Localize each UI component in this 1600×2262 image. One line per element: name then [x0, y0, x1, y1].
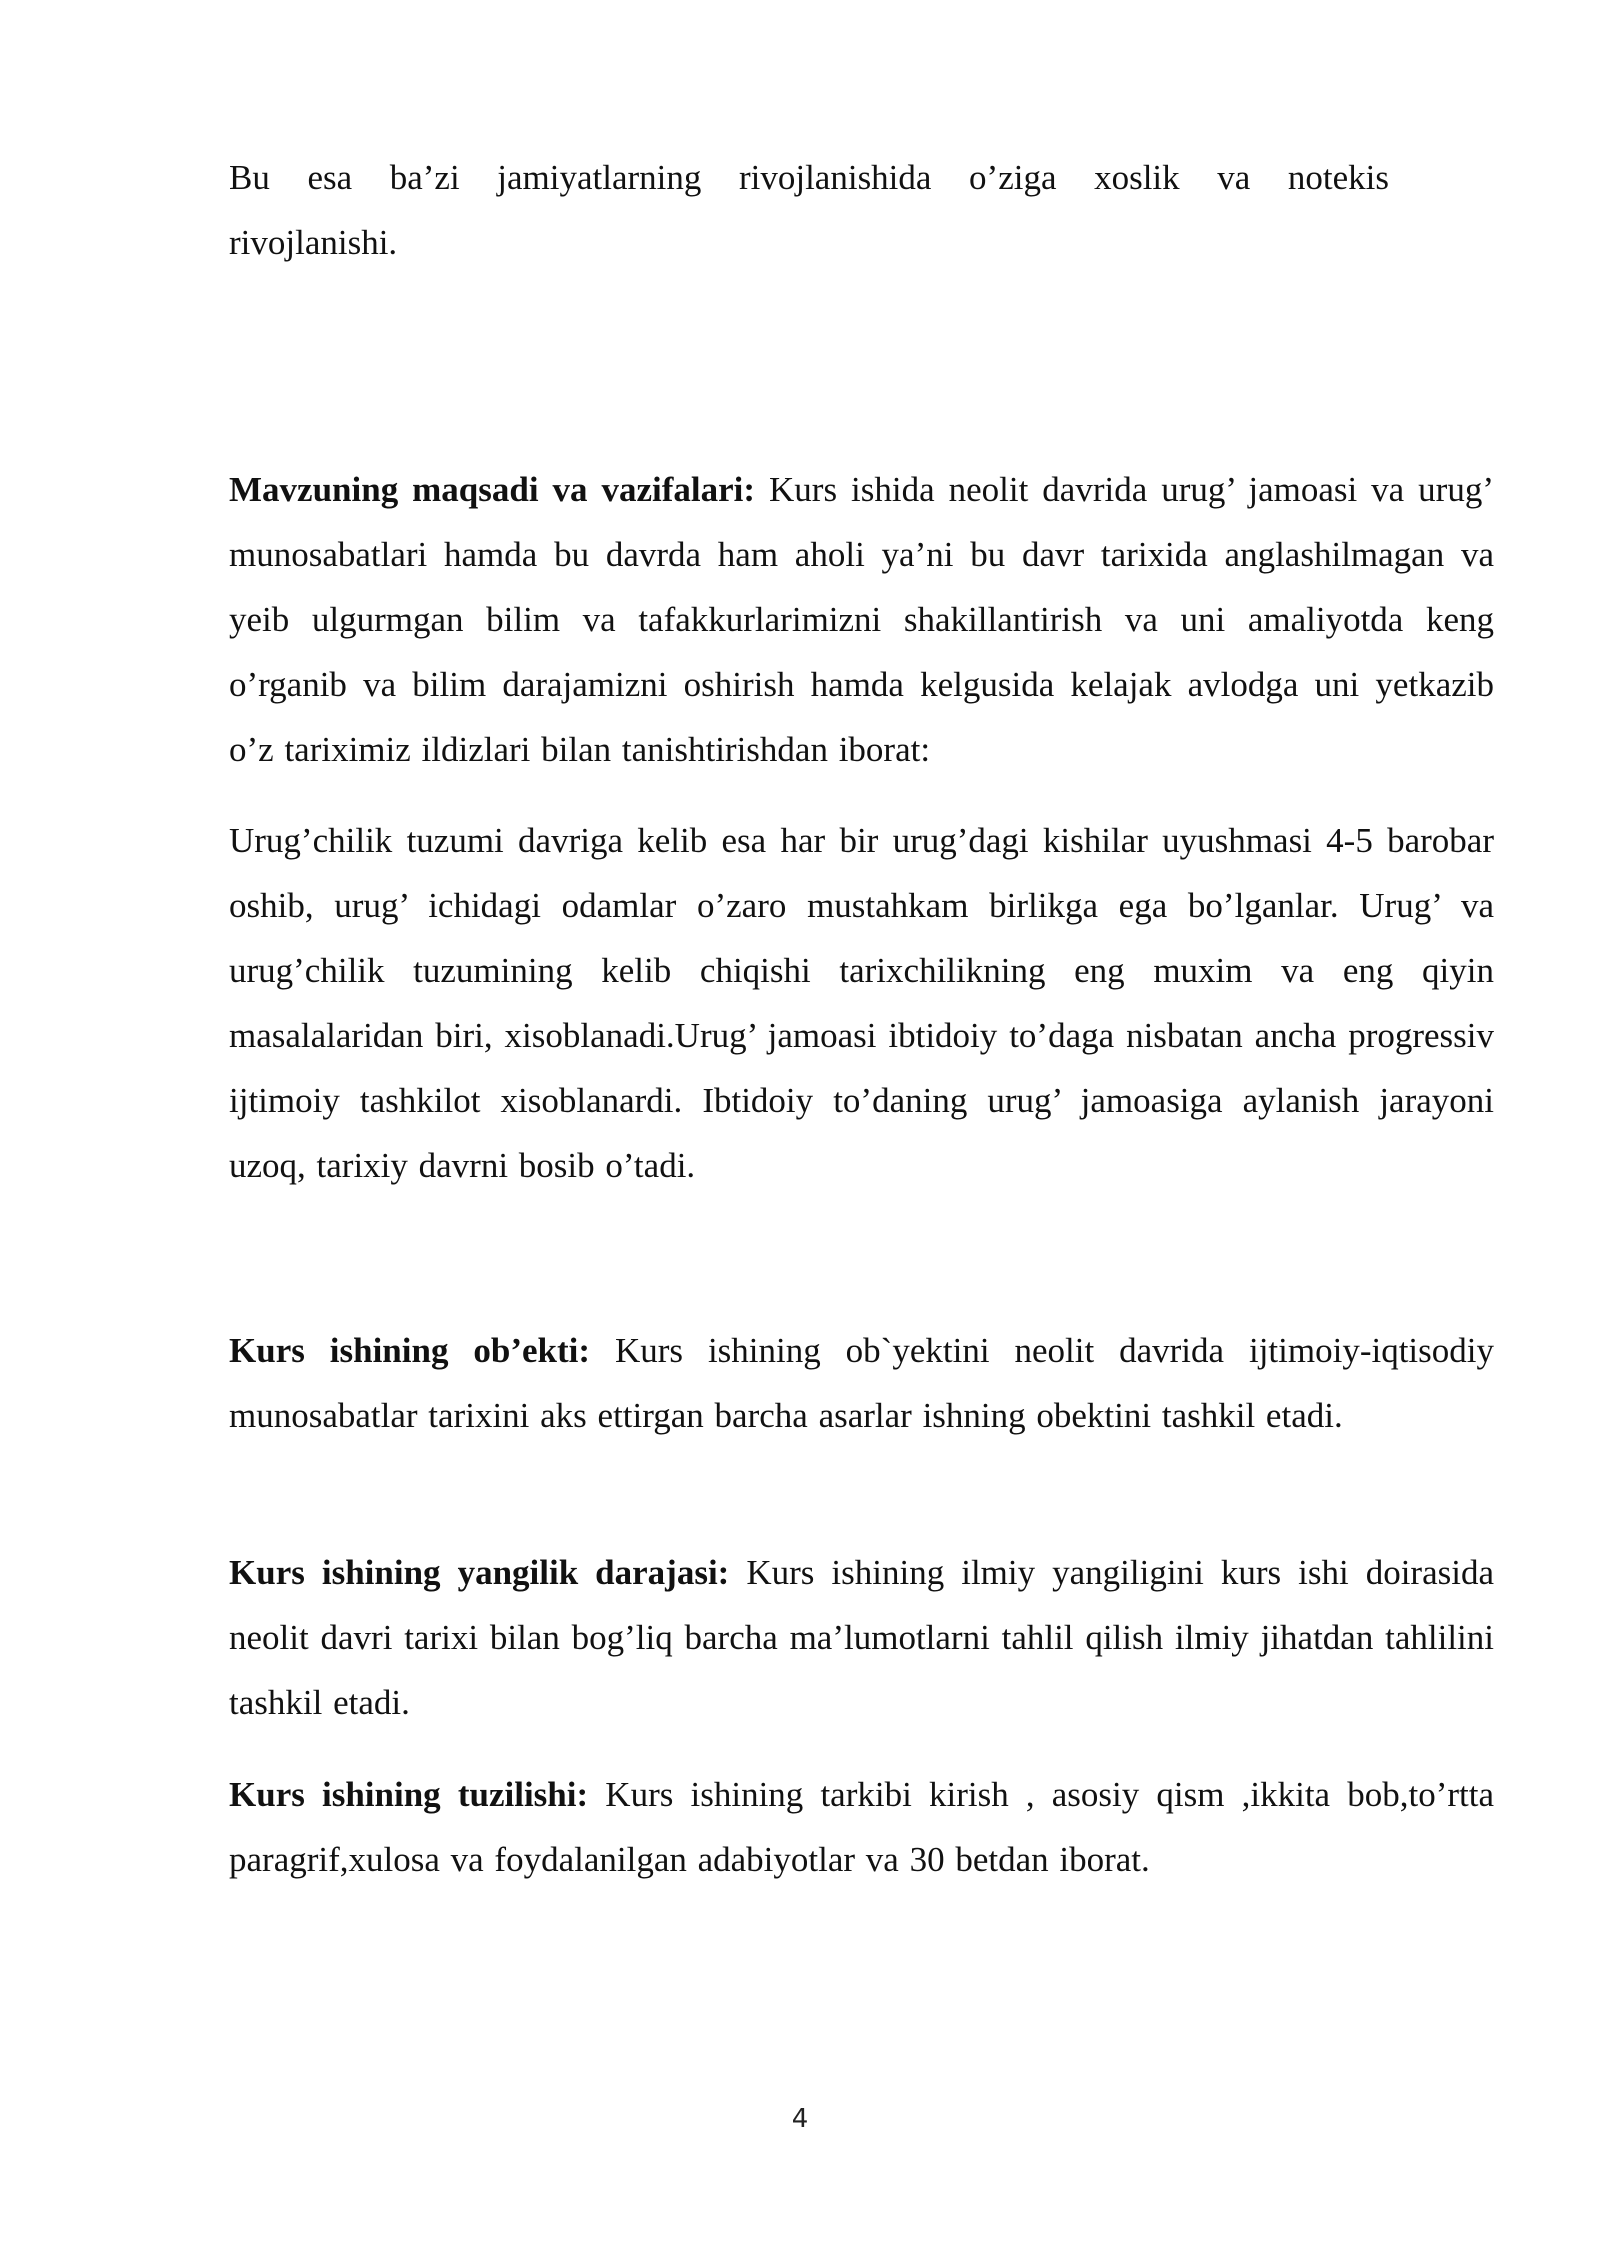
paragraph-structure-label: Kurs ishining tuzilishi: [229, 1775, 589, 1814]
paragraph-object [229, 1318, 1494, 1448]
paragraph-goal [229, 457, 1494, 782]
paragraph-clan [229, 808, 1494, 1198]
paragraph-novelty [229, 1540, 1494, 1735]
paragraph-goal-label: Mavzuning maqsadi va vazifalari: [229, 470, 756, 509]
paragraph-structure [229, 1762, 1494, 1892]
paragraph-novelty-text: Kurs ishining ilmiy yangiligini kurs ishi doirasida neolit davri tarixi bilan bog’liq barcha ma’lumotlarni tahlil qilish ilmiy jihatdan tahlilini tashkil etadi. [229, 1553, 1494, 1722]
paragraph-object-label: Kurs ishining ob’ekti: [229, 1331, 591, 1370]
paragraph-clan-text: Urug’chilik tuzumi davriga kelib esa har bir urug’dagi kishilar uyushmasi 4-5 barobar oshib, urug’ ichidagi odamlar o’zaro mustahkam birlikga ega bo’lganlar. Urug’ va urug’chilik tuzumining kelib chiqishi tarixchilikning eng muxim va eng qiyin masalalaridan biri, xisoblanadi.Urug’ jamoasi ibtidoiy to’daga nisbatan ancha progressiv ijtimoiy tashkilot xisoblanardi. Ibtidoiy to’daning urug’ jamoasiga aylanish jarayoni uzoq, tarixiy davrni bosib o’tadi. [229, 821, 1494, 1185]
paragraph-object-text: Kurs ishining ob`yektini neolit davrida ijtimoiy-iqtisodiy munosabatlar tarixini aks ettirgan barcha asarlar ishning obektini tashkil etadi. [229, 1331, 1494, 1435]
paragraph-goal-text: Kurs ishida neolit davrida urug’ jamoasi va urug’ munosabatlari hamda bu davrda ham aholi ya’ni bu davr tarixida anglashilmagan va yeib ulgurmgan bilim va tafakkurlarimizni shakillantirish va uni amaliyotda keng o’rganib va bilim darajamizni oshirish hamda kelgusida kelajak avlodga uni yetkazib o’z tariximiz ildizlari bilan tanishtirishdan iborat: [229, 470, 1494, 769]
paragraph-structure-text: Kurs ishining tarkibi kirish , asosiy qism ,ikkita bob,to’rtta paragrif,xulosa va foydalanilgan adabiyotlar va 30 betdan iborat. [229, 1775, 1494, 1879]
paragraph-intro [229, 145, 1389, 275]
paragraph-novelty-label: Kurs ishining yangilik darajasi: [229, 1553, 730, 1592]
page-number: 4 [791, 2104, 809, 2134]
paragraph-intro-text: Bu esa ba’zi jamiyatlarning rivojlanishida o’ziga xoslik va notekis rivojlanishi. [229, 158, 1389, 262]
